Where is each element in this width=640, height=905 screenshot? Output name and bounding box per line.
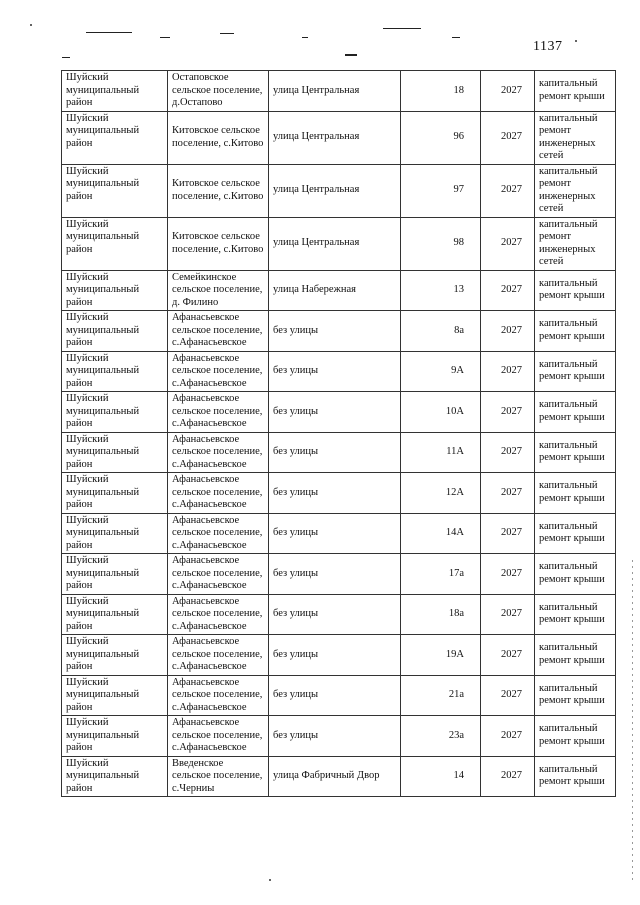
edge-noise	[632, 560, 633, 880]
scan-mark	[345, 54, 357, 56]
district-cell: Шуйский муниципальный район	[62, 675, 168, 716]
house-number-cell: 12А	[401, 473, 481, 514]
scan-mark	[62, 57, 70, 58]
year-cell: 2027	[481, 311, 535, 352]
settlement-cell: Китовское сельское поселение, с.Китово	[168, 164, 269, 217]
work-type-cell: капитальный ремонт крыши	[535, 71, 616, 112]
street-cell: улица Центральная	[269, 111, 401, 164]
settlement-cell: Афанасьевское сельское поселение, с.Афанасьевское	[168, 392, 269, 433]
table-row	[62, 554, 616, 595]
street-cell: без улицы	[269, 635, 401, 676]
settlement-cell: Афанасьевское сельское поселение, с.Афанасьевское	[168, 513, 269, 554]
house-number-cell: 21а	[401, 675, 481, 716]
house-number-cell: 10А	[401, 392, 481, 433]
work-type-cell: капитальный ремонт крыши	[535, 756, 616, 797]
scan-mark	[452, 37, 460, 38]
district-cell: Шуйский муниципальный район	[62, 594, 168, 635]
street-cell: без улицы	[269, 392, 401, 433]
table-row	[62, 473, 616, 514]
settlement-cell: Семейкинское сельское поселение, д. Филино	[168, 270, 269, 311]
house-number-cell: 17а	[401, 554, 481, 595]
house-number-cell: 18	[401, 71, 481, 112]
scan-mark	[302, 37, 308, 38]
street-cell: без улицы	[269, 513, 401, 554]
scan-mark	[86, 32, 132, 33]
year-cell: 2027	[481, 675, 535, 716]
work-type-cell: капитальный ремонт инженерных сетей	[535, 111, 616, 164]
street-cell: улица Центральная	[269, 217, 401, 270]
table-row	[62, 675, 616, 716]
district-cell: Шуйский муниципальный район	[62, 164, 168, 217]
street-cell: без улицы	[269, 716, 401, 757]
scan-mark	[160, 37, 170, 38]
table-row	[62, 270, 616, 311]
street-cell: без улицы	[269, 432, 401, 473]
district-cell: Шуйский муниципальный район	[62, 756, 168, 797]
scan-dot	[269, 879, 271, 881]
district-cell: Шуйский муниципальный район	[62, 311, 168, 352]
house-number-cell: 96	[401, 111, 481, 164]
table-row	[62, 71, 616, 112]
house-number-cell: 9А	[401, 351, 481, 392]
settlement-cell: Афанасьевское сельское поселение, с.Афанасьевское	[168, 473, 269, 514]
scan-mark	[383, 28, 421, 29]
work-type-cell: капитальный ремонт крыши	[535, 392, 616, 433]
house-number-cell: 11А	[401, 432, 481, 473]
work-type-cell: капитальный ремонт крыши	[535, 513, 616, 554]
district-cell: Шуйский муниципальный район	[62, 432, 168, 473]
settlement-cell: Афанасьевское сельское поселение, с.Афанасьевское	[168, 311, 269, 352]
district-cell: Шуйский муниципальный район	[62, 513, 168, 554]
year-cell: 2027	[481, 473, 535, 514]
year-cell: 2027	[481, 351, 535, 392]
table-row	[62, 392, 616, 433]
settlement-cell: Афанасьевское сельское поселение, с.Афанасьевское	[168, 351, 269, 392]
street-cell: улица Центральная	[269, 71, 401, 112]
work-type-cell: капитальный ремонт крыши	[535, 473, 616, 514]
house-number-cell: 8а	[401, 311, 481, 352]
district-cell: Шуйский муниципальный район	[62, 111, 168, 164]
district-cell: Шуйский муниципальный район	[62, 554, 168, 595]
table-row	[62, 432, 616, 473]
work-type-cell: капитальный ремонт крыши	[535, 716, 616, 757]
street-cell: без улицы	[269, 554, 401, 595]
settlement-cell: Остаповское сельское поселение, д.Остапово	[168, 71, 269, 112]
settlement-cell: Афанасьевское сельское поселение, с.Афанасьевское	[168, 554, 269, 595]
scan-dot	[575, 40, 577, 42]
year-cell: 2027	[481, 635, 535, 676]
settlement-cell: Китовское сельское поселение, с.Китово	[168, 217, 269, 270]
work-type-cell: капитальный ремонт крыши	[535, 594, 616, 635]
house-number-cell: 14А	[401, 513, 481, 554]
house-number-cell: 14	[401, 756, 481, 797]
year-cell: 2027	[481, 164, 535, 217]
district-cell: Шуйский муниципальный район	[62, 270, 168, 311]
district-cell: Шуйский муниципальный район	[62, 635, 168, 676]
work-type-cell: капитальный ремонт инженерных сетей	[535, 164, 616, 217]
street-cell: без улицы	[269, 351, 401, 392]
table-row	[62, 513, 616, 554]
work-type-cell: капитальный ремонт крыши	[535, 554, 616, 595]
house-number-cell: 18а	[401, 594, 481, 635]
year-cell: 2027	[481, 270, 535, 311]
work-type-cell: капитальный ремонт крыши	[535, 635, 616, 676]
repair-program-table	[61, 70, 616, 797]
district-cell: Шуйский муниципальный район	[62, 71, 168, 112]
year-cell: 2027	[481, 111, 535, 164]
district-cell: Шуйский муниципальный район	[62, 716, 168, 757]
work-type-cell: капитальный ремонт крыши	[535, 432, 616, 473]
house-number-cell: 23а	[401, 716, 481, 757]
street-cell: без улицы	[269, 594, 401, 635]
house-number-cell: 98	[401, 217, 481, 270]
street-cell: улица Набережная	[269, 270, 401, 311]
year-cell: 2027	[481, 716, 535, 757]
settlement-cell: Афанасьевское сельское поселение, с.Афанасьевское	[168, 594, 269, 635]
settlement-cell: Введенское сельское поселение, с.Черниы	[168, 756, 269, 797]
work-type-cell: капитальный ремонт крыши	[535, 311, 616, 352]
street-cell: улица Центральная	[269, 164, 401, 217]
table-row	[62, 351, 616, 392]
table-row	[62, 756, 616, 797]
table-row	[62, 635, 616, 676]
settlement-cell: Китовское сельское поселение, с.Китово	[168, 111, 269, 164]
settlement-cell: Афанасьевское сельское поселение, с.Афанасьевское	[168, 432, 269, 473]
district-cell: Шуйский муниципальный район	[62, 217, 168, 270]
table-row	[62, 311, 616, 352]
street-cell: без улицы	[269, 473, 401, 514]
year-cell: 2027	[481, 756, 535, 797]
work-type-cell: капитальный ремонт крыши	[535, 675, 616, 716]
year-cell: 2027	[481, 392, 535, 433]
table-row	[62, 716, 616, 757]
scan-mark	[220, 33, 234, 34]
work-type-cell: капитальный ремонт инженерных сетей	[535, 217, 616, 270]
year-cell: 2027	[481, 432, 535, 473]
scan-dot	[30, 24, 32, 26]
year-cell: 2027	[481, 513, 535, 554]
district-cell: Шуйский муниципальный район	[62, 351, 168, 392]
year-cell: 2027	[481, 71, 535, 112]
house-number-cell: 19А	[401, 635, 481, 676]
street-cell: без улицы	[269, 675, 401, 716]
work-type-cell: капитальный ремонт крыши	[535, 351, 616, 392]
year-cell: 2027	[481, 217, 535, 270]
district-cell: Шуйский муниципальный район	[62, 473, 168, 514]
table-row	[62, 164, 616, 217]
page-number: 1137	[533, 39, 563, 54]
settlement-cell: Афанасьевское сельское поселение, с.Афанасьевское	[168, 675, 269, 716]
settlement-cell: Афанасьевское сельское поселение, с.Афанасьевское	[168, 635, 269, 676]
street-cell: без улицы	[269, 311, 401, 352]
table-row	[62, 111, 616, 164]
year-cell: 2027	[481, 594, 535, 635]
house-number-cell: 13	[401, 270, 481, 311]
house-number-cell: 97	[401, 164, 481, 217]
year-cell: 2027	[481, 554, 535, 595]
work-type-cell: капитальный ремонт крыши	[535, 270, 616, 311]
settlement-cell: Афанасьевское сельское поселение, с.Афанасьевское	[168, 716, 269, 757]
district-cell: Шуйский муниципальный район	[62, 392, 168, 433]
street-cell: улица Фабричный Двор	[269, 756, 401, 797]
table-row	[62, 217, 616, 270]
table-row	[62, 594, 616, 635]
